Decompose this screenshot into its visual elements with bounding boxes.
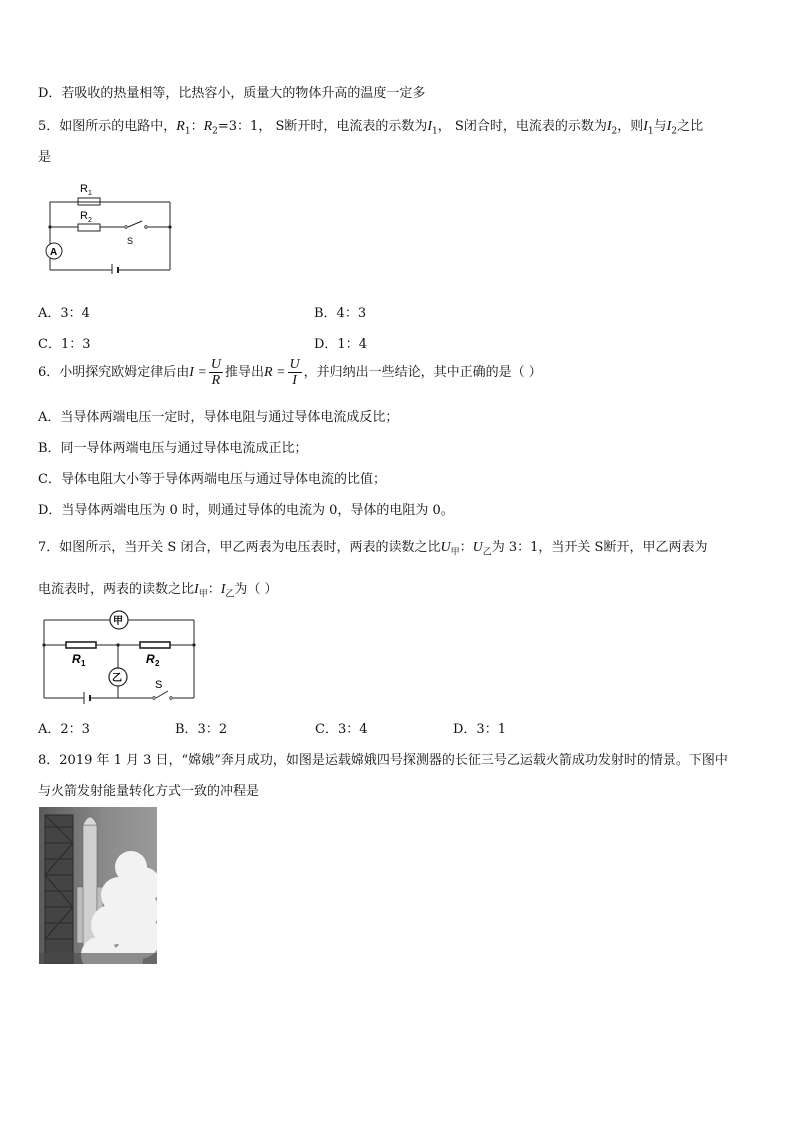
q7-u-yi: 乙 — [482, 547, 492, 558]
q5-i2b-sub: 2 — [671, 126, 678, 137]
q7-i: I — [194, 582, 199, 597]
q5-i2: I — [606, 119, 612, 134]
q7-i2: I — [220, 582, 226, 597]
q6-option-c: C．导体电阻大小等于导体两端电压与通过导体电流的比值； — [38, 472, 386, 487]
q7-text-2: 为 3：1，当开关 S断开，甲乙两表为 — [491, 540, 708, 555]
q5-option-b: B．4：3 — [314, 306, 367, 321]
q7-u: U — [440, 540, 451, 555]
q5-stem-line2: 是 — [38, 150, 52, 165]
q7-r2-resistor — [140, 642, 170, 648]
q5-r2-label-sub: 2 — [88, 217, 92, 224]
q5-r2-resistor — [78, 224, 100, 231]
q6-text-1: 6．小明探究欧姆定律后由 — [38, 365, 190, 380]
q5-text-4: ，则 — [617, 119, 644, 134]
q6-formula2-fraction — [288, 357, 302, 388]
q7-switch-label: S — [155, 679, 163, 691]
q7-switch — [156, 691, 168, 698]
q5-r1-label: R — [80, 183, 88, 195]
q5-text-3: ， S闭合时，电流表的示数为 — [437, 119, 607, 134]
q6-formula2-num: U — [289, 357, 300, 372]
q5-colon: ： — [190, 119, 204, 134]
q6-option-d: D．当导体两端电压为 0 时，则通过导体的电流为 0，导体的电阻为 0。 — [38, 503, 454, 518]
q7-option-c: C．3：4 — [315, 722, 368, 737]
q5-switch — [128, 221, 142, 227]
q6-formula2-den: I — [292, 373, 297, 388]
q5-option-c: C．1：3 — [38, 337, 91, 352]
q7-i-jia: 甲 — [198, 589, 208, 600]
q4-option-d: D．若吸收的热量相等，比热容小，质量大的物体升高的温度一定多 — [38, 86, 426, 101]
q7-sep: ： — [459, 540, 473, 555]
q7-r2-label: R — [146, 652, 155, 666]
q7-r1-label: R — [72, 652, 81, 666]
q6-formula2-lhs: R = — [264, 365, 286, 380]
q6-formula1-num: U — [210, 357, 222, 372]
q5-r2-sub: 2 — [212, 126, 218, 137]
q7-r2-label-sub: 2 — [155, 659, 160, 668]
q7-option-b: B．3：2 — [175, 722, 228, 737]
q7-u2: U — [472, 540, 483, 555]
q6-formula1-lhs: I = — [189, 365, 207, 380]
q6-formula1-den: R — [211, 373, 221, 388]
q5-i1-sub: 1 — [432, 126, 438, 137]
q5-text-6: 之比 — [677, 119, 704, 134]
q5-r1: R — [176, 119, 185, 134]
q7-option-d: D．3：1 — [453, 722, 506, 737]
q7-text-3: 电流表时，两表的读数之比 — [38, 582, 195, 597]
q6-text-2: 推导出 — [225, 365, 265, 380]
q7-stem-line2 — [38, 578, 278, 600]
launch-tower — [45, 815, 73, 964]
q5-option-d: D．1：4 — [314, 337, 367, 352]
q7-meter-yi-label: 乙 — [112, 673, 122, 684]
q5-r1-sub: 1 — [184, 126, 191, 137]
q7-text-4: 为（ ） — [234, 582, 278, 597]
q5-i1b: I — [643, 119, 648, 134]
q5-ammeter-label: A — [50, 247, 58, 258]
q5-text-1: 5．如图所示的电路中， — [38, 119, 177, 134]
q7-text-1: 7．如图所示，当开关 S 闭合，甲乙两表为电压表时，两表的读数之比 — [38, 540, 441, 555]
q5-r2-label: R — [80, 210, 88, 222]
q5-circuit-diagram — [40, 176, 180, 274]
q7-meter-jia-label: 甲 — [113, 616, 123, 627]
q6-stem — [38, 357, 542, 388]
q7-option-a: A．2：3 — [38, 722, 90, 737]
q5-switch-label: S — [127, 236, 134, 246]
q5-i2-sub: 2 — [611, 126, 618, 137]
q5-text-2: =3：1， S断开时，电流表的示数为 — [217, 119, 428, 134]
q7-r1-label-sub: 1 — [81, 659, 86, 668]
q6-formula1-fraction — [209, 357, 223, 388]
q7-r1-resistor — [66, 642, 96, 648]
q7-sep2: ： — [207, 582, 221, 597]
q5-stem-line1 — [38, 115, 703, 137]
q8-stem-line1: 8．2019 年 1 月 3 日，“嫦娥”奔月成功，如图是运载嫦娥四号探测器的长征三号乙运载火箭成功发射时的情景。下图中 — [38, 753, 728, 768]
q5-i2b: I — [666, 119, 672, 134]
q5-r1-label-sub: 1 — [88, 190, 92, 197]
q7-stem-line1 — [38, 536, 707, 558]
q7-u-jia: 甲 — [450, 547, 460, 558]
q5-r2: R — [203, 119, 213, 134]
q7-i-yi: 乙 — [225, 589, 235, 600]
q5-i1b-sub: 1 — [647, 126, 654, 137]
q5-i1: I — [427, 119, 433, 134]
q6-option-b: B．同一导体两端电压与通过导体电流成正比； — [38, 441, 308, 456]
q7-circuit-diagram — [40, 608, 200, 704]
q6-text-3: ，并归纳出一些结论，其中正确的是（ ） — [303, 365, 542, 380]
rocket-launch-photo — [39, 807, 157, 964]
q5-text-5: 与 — [653, 119, 667, 134]
q5-option-a: A．3：4 — [38, 306, 90, 321]
q8-stem-line2: 与火箭发射能量转化方式一致的冲程是 — [38, 784, 260, 799]
q6-option-a: A．当导体两端电压一定时，导体电阻与通过导体电流成反比； — [38, 410, 399, 425]
